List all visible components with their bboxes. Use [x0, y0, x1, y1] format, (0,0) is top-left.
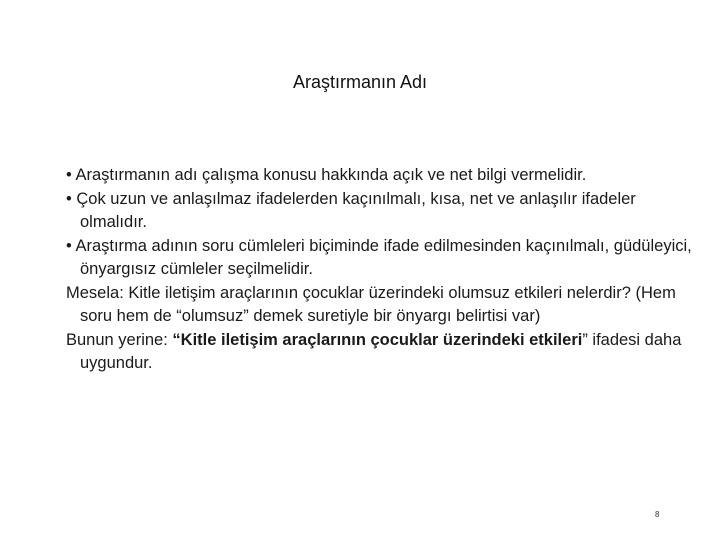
alternative-prefix: Bunun yerine:: [66, 330, 173, 349]
example-paragraph: Mesela: Kitle iletişim araçlarının çocuklar üzerindeki olumsuz etkileri nelerdir? (Hem soru hem de “olumsuz” demek suretiyle bir önyargı belirtisi var): [66, 283, 676, 325]
bullet-item: • Araştırma adının soru cümleleri biçiminde ifade edilmesinden kaçınılmalı, güdüleyici, önyargısız cümleler seçilmelidir.: [66, 236, 692, 278]
slide-content: [66, 164, 696, 376]
bullet-item: • Araştırmanın adı çalışma konusu hakkında açık ve net bilgi vermelidir.: [66, 166, 587, 184]
alternative-bold-text: “Kitle iletişim araçlarının çocuklar üzerindeki etkileri: [172, 330, 583, 349]
bullet-item: • Çok uzun ve anlaşılmaz ifadelerden kaçınılmalı, kısa, net ve anlaşılır ifadeler olmalıdır.: [66, 189, 636, 231]
slide-title: Araştırmanın Adı: [292, 72, 428, 92]
page-number: 8: [655, 510, 660, 519]
alternative-suffix: ” ifadesi daha uygundur.: [80, 330, 682, 372]
alternative-paragraph: [66, 329, 696, 376]
